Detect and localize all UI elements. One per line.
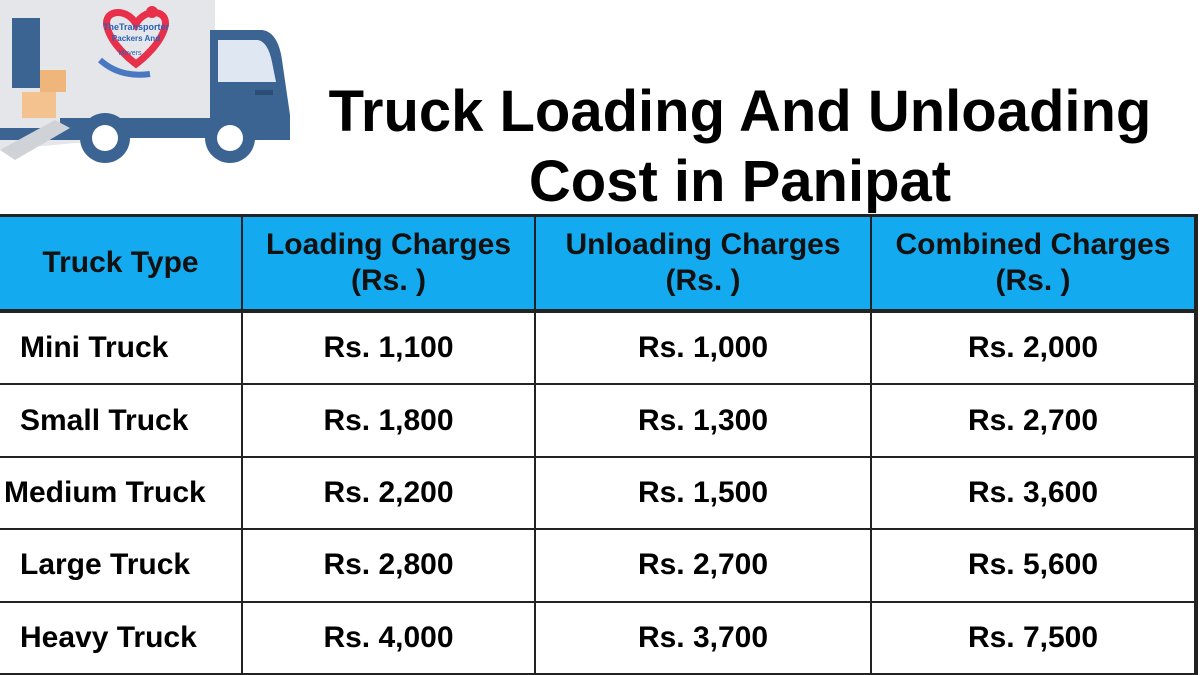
loading-charge-cell: Rs. 2,200 xyxy=(242,457,535,529)
table-row xyxy=(0,602,1196,674)
box-icon xyxy=(22,92,56,118)
unloading-charge-cell: Rs. 1,500 xyxy=(535,457,871,529)
unloading-charge-cell: Rs. 1,000 xyxy=(535,311,871,384)
truck-type-cell: Mini Truck xyxy=(0,311,242,384)
combined-charge-cell: Rs. 2,000 xyxy=(871,311,1196,384)
truck-icon xyxy=(0,0,300,210)
loading-charge-cell: Rs. 2,800 xyxy=(242,529,535,601)
truck-type-cell: Heavy Truck xyxy=(0,602,242,674)
box-icon xyxy=(40,70,66,92)
logo-text-line3: Movers xyxy=(118,50,142,57)
header-combined-charges: Combined Charges (Rs. ) xyxy=(871,216,1196,312)
table-row xyxy=(0,529,1196,601)
combined-charge-cell: Rs. 3,600 xyxy=(871,457,1196,529)
page-title xyxy=(300,77,1180,217)
header-truck-type: Truck Type xyxy=(0,216,242,312)
combined-charge-cell: Rs. 7,500 xyxy=(871,602,1196,674)
table-row xyxy=(0,311,1196,384)
combined-charge-cell: Rs. 5,600 xyxy=(871,529,1196,601)
logo-text-line1: TheTransporter xyxy=(102,22,170,32)
logo-text-line2: Packers And xyxy=(111,34,161,43)
unloading-charge-cell: Rs. 3,700 xyxy=(535,602,871,674)
title-line-2: Cost in Panipat xyxy=(528,148,952,214)
loading-charge-cell: Rs. 4,000 xyxy=(242,602,535,674)
loading-charge-cell: Rs. 1,100 xyxy=(242,311,535,384)
table-row xyxy=(0,457,1196,529)
combined-charge-cell: Rs. 2,700 xyxy=(871,384,1196,456)
loading-charge-cell: Rs. 1,800 xyxy=(242,384,535,456)
door-panel-icon xyxy=(12,18,40,88)
truck-logo-illustration xyxy=(0,0,300,210)
header-unloading-charges: Unloading Charges (Rs. ) xyxy=(535,216,871,312)
header-loading-charges: Loading Charges (Rs. ) xyxy=(242,216,535,312)
title-line-1: Truck Loading And Unloading xyxy=(328,78,1152,144)
truck-type-cell: Medium Truck xyxy=(0,457,242,529)
table-header-row xyxy=(0,216,1196,312)
truck-type-cell: Small Truck xyxy=(0,384,242,456)
truck-type-cell: Large Truck xyxy=(0,529,242,601)
unloading-charge-cell: Rs. 2,700 xyxy=(535,529,871,601)
table-row xyxy=(0,384,1196,456)
unloading-charge-cell: Rs. 1,300 xyxy=(535,384,871,456)
price-table xyxy=(0,214,1198,675)
